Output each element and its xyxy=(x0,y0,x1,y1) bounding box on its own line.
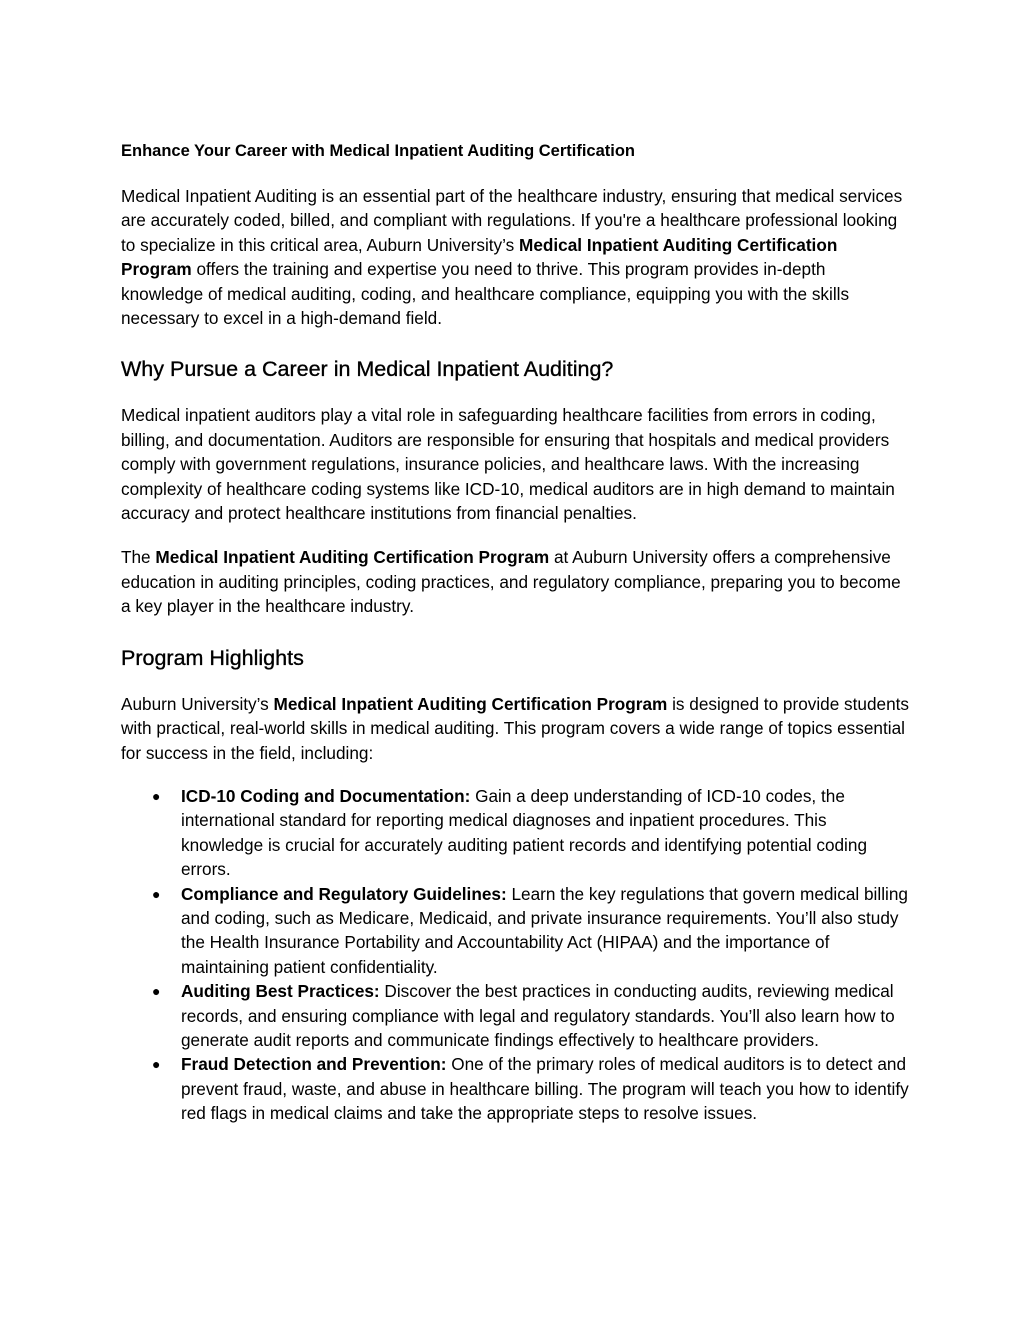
why-paragraph-2 xyxy=(121,545,911,618)
document-title: Enhance Your Career with Medical Inpatient Auditing Certification xyxy=(121,142,636,160)
why-heading: Why Pursue a Career in Medical Inpatient Auditing? xyxy=(121,357,614,382)
list-item-label: Fraud Detection and Prevention: xyxy=(181,1054,447,1075)
bullet-icon: ● xyxy=(152,983,161,1000)
bullet-icon: ● xyxy=(152,885,161,902)
list-item-text: Gain a deep understanding of ICD-10 codes, the international standard for reporting medical diagnoses and inpatient procedures. This knowledge is crucial for accurately auditing patient records and identifying potential coding errors. xyxy=(181,785,867,880)
highlights-list xyxy=(121,784,911,1126)
why-p2-program-name: Medical Inpatient Auditing Certification Program xyxy=(155,547,550,568)
list-item-label: ICD-10 Coding and Documentation: xyxy=(181,785,471,806)
highlights-text-end: is designed to provide students with practical, real-world skills in medical auditing. This program covers a wide range of topics essential for success in the field, including: xyxy=(121,693,910,763)
list-item-label: Auditing Best Practices: xyxy=(181,981,380,1002)
list-item-label: Compliance and Regulatory Guidelines: xyxy=(181,883,507,904)
highlights-intro-paragraph xyxy=(121,692,911,765)
highlights-program-name: Medical Inpatient Auditing Certification Program xyxy=(273,693,668,714)
intro-text-end: offers the training and expertise you need to thrive. This program provides in-depth knowledge of medical auditing, coding, and healthcare compliance, equipping you with the skills necessary to excel in a high-demand field. xyxy=(121,259,850,329)
list-item-text: Learn the key regulations that govern medical billing and coding, such as Medicare, Medicaid, and private insurance requirements. You’ll also study the Health Insurance Portability and Accountability Act (HIPAA) and the importance of maintaining patient confidentiality. xyxy=(181,883,908,977)
why-p2-text-end: at Auburn University offers a comprehensive education in auditing principles, coding practices, and regulatory compliance, preparing you to become a key player in the healthcare industry. xyxy=(121,547,901,617)
intro-text-start: Medical Inpatient Auditing is an essential part of the healthcare industry, ensuring that medical services are accurately coded, billed, and compliant with regulations. If you're a healthcare professional looking to specialize in this critical area, Auburn University’s xyxy=(121,186,903,255)
highlights-heading: Program Highlights xyxy=(121,645,304,670)
list-item xyxy=(121,979,911,1052)
list-item-text: One of the primary roles of medical auditors is to detect and prevent fraud, waste, and abuse in healthcare billing. The program will teach you how to identify red flags in medical claims and take the appropriate steps to resolve issues. xyxy=(181,1054,909,1124)
list-item xyxy=(121,784,911,882)
list-item-text: Discover the best practices in conducting audits, reviewing medical records, and ensuring compliance with legal and regulatory standards. You’ll also learn how to generate audit reports and communicate findings effectively to healthcare providers. xyxy=(181,981,895,1050)
bullet-icon: ● xyxy=(152,1056,161,1073)
document-page xyxy=(121,138,911,1126)
highlights-text-start: Auburn University’s xyxy=(121,693,274,714)
list-item xyxy=(121,1052,911,1125)
intro-program-name: Medical Inpatient Auditing Certification Program xyxy=(121,234,838,280)
bullet-icon: ● xyxy=(152,787,161,804)
why-p2-text-start: The xyxy=(121,547,156,568)
intro-paragraph xyxy=(121,184,911,330)
why-paragraph-1: Medical inpatient auditors play a vital role in safeguarding healthcare facilities from errors in coding, billing, and documentation. Auditors are responsible for ensuring that hospitals and medical providers comply with government regulations, insurance policies, and healthcare laws. With the increasing complexity of healthcare coding systems like ICD-10, medical auditors are in high demand to maintain accuracy and protect healthcare institutions from financial penalties. xyxy=(121,405,895,524)
list-item xyxy=(121,882,911,980)
